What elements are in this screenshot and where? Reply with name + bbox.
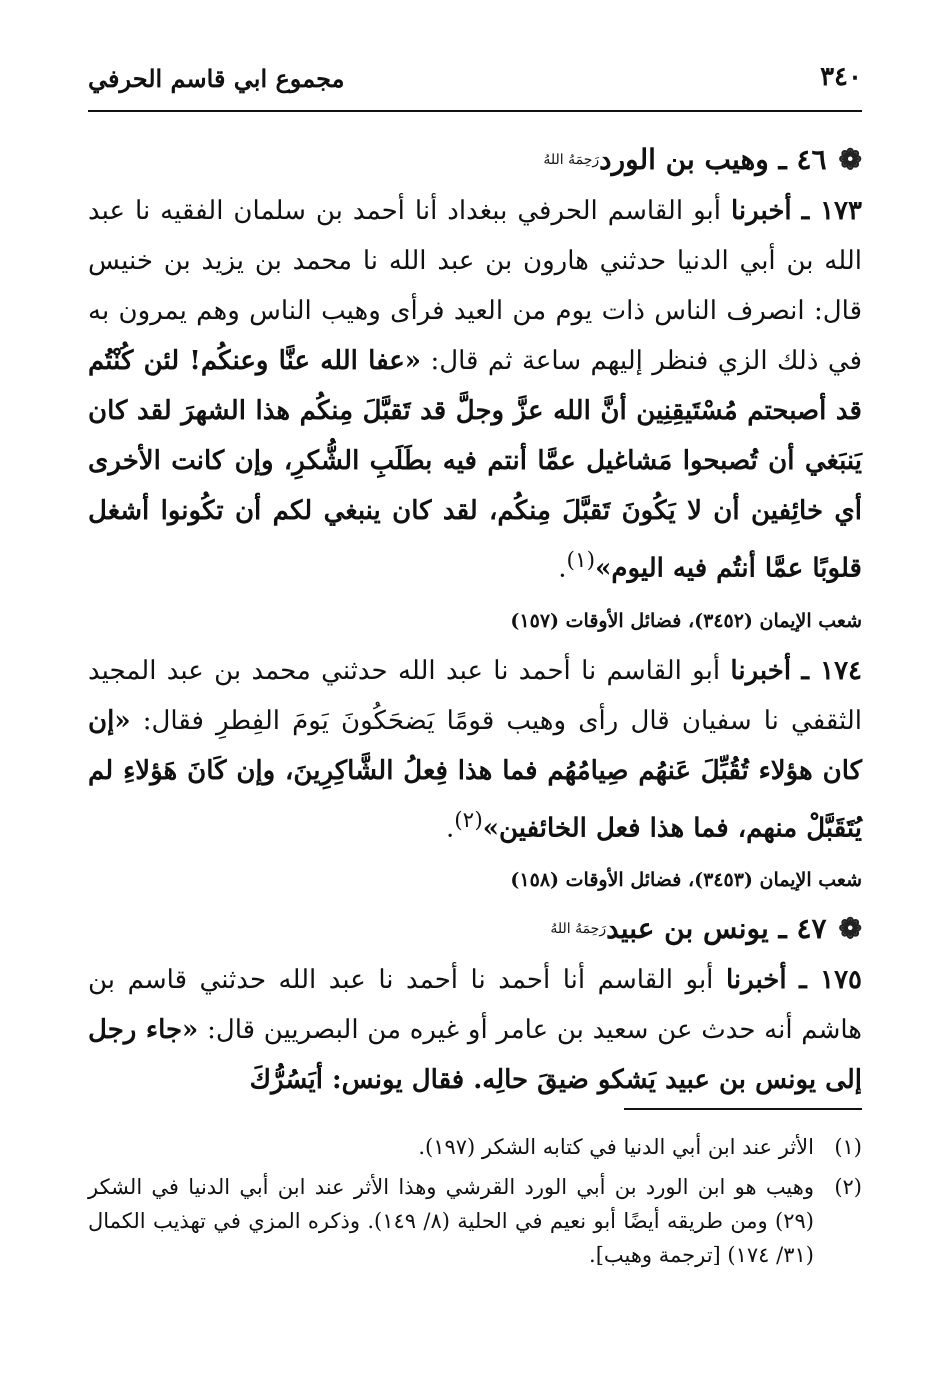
page-number: ٣٤٠	[820, 62, 862, 92]
footnotes	[88, 1130, 862, 1278]
footnote-ref: (١)	[566, 548, 596, 573]
flower-ornament-icon: ❁	[838, 143, 862, 176]
section-title: ٤٦ ـ وهيب بن الورد	[599, 143, 827, 176]
footnote-mark: (١)	[834, 1135, 862, 1159]
sentence-end: .	[445, 813, 455, 844]
flower-ornament-icon: ❁	[838, 912, 862, 946]
footnote-text: الأثر عند ابن أبي الدنيا في كتابه الشكر (١٩٧).	[418, 1135, 814, 1159]
footnote	[88, 1170, 862, 1272]
main-text	[88, 140, 862, 1105]
narration-paragraph	[88, 646, 862, 854]
narration-number: ١٧٤ ـ	[801, 655, 863, 686]
narration-quote: «إن كان هؤلاء تُقُبِّلَ عَنهُم صِيامُهُم فما هذا فِعلُ الشَّاكِرِينَ، وإن كَانَ هَؤلاءِ لم يُتَقَبَّلْ منهم، فما هذا فعل الخائفين»	[88, 705, 862, 844]
narration-text: أبو القاسم الحرفي ببغداد أنا أحمد بن سلمان الفقيه نا عبد الله بن أبي الدنيا حدثني هارون بن عبد الله نا محمد بن يزيد بن خنيس قال: انصرف الناس ذات يوم من العيد فرأى وهيب الناس وهم يمرون به في ذلك الزي فنظر إليهم ساعة ثم قال:	[88, 196, 863, 376]
running-header	[88, 58, 862, 112]
honorific: رَحِمَهُ اللهُ	[550, 921, 607, 938]
narration-number: ١٧٣ ـ	[801, 196, 862, 226]
honorific: رَحِمَهُ اللهُ	[543, 152, 600, 168]
narration-quote: «عفا الله عنَّا وعنكُم! لئن كُنْتُم قد أصبحتم مُسْتَيقِنِين أنَّ الله عزَّ وجلَّ قد تَقبَّلَ مِنكُم هذا الشهرَ لقد كان يَنبَغي أن تُصبحوا مَشاغيل عمَّا أنتم فيه بطَلَبِ الشُّكرِ، وإن كانت الأخرى أي خائِفين أن لا يَكُونَ تَقبَّلَ مِنكُم، لقد كان ينبغي لكم أن تكُونوا أشغل قلوبًا عمَّا أنتُم فيه اليوم»	[88, 346, 862, 584]
narration-lead: أخبرنا	[725, 965, 787, 996]
narration-paragraph	[88, 186, 862, 594]
narration-number: ١٧٥ ـ	[799, 965, 863, 996]
footnote-mark: (٢)	[834, 1175, 862, 1199]
source-reference: شعب الإيمان (٣٤٥٣)، فضائل الأوقات (١٥٨)	[510, 869, 862, 892]
section-title: ٤٧ ـ يونس بن عبيد	[606, 912, 827, 946]
running-title: مجموع ابي قاسم الحرفي	[88, 64, 345, 93]
section-heading	[88, 909, 862, 949]
narration-lead: أخبرنا	[730, 655, 792, 686]
narration-lead: أخبرنا	[731, 196, 792, 226]
footnote-text: وهيب هو ابن الورد بن أبي الورد القرشي وهذا الأثر عند ابن أبي الدنيا في الشكر (٢٩) ومن طريقه أيضًا أبو نعيم في الحلية (٨/ ١٤٩). وذكره المزي في تهذيب الكمال (٣١/ ١٧٤) [ترجمة وهيب].	[88, 1175, 814, 1267]
footnote-ref: (٢)	[454, 807, 483, 833]
section-heading	[88, 140, 862, 180]
sentence-end: .	[558, 553, 567, 584]
footnote-separator	[624, 1108, 862, 1110]
footnote	[88, 1130, 862, 1164]
narration-paragraph	[88, 955, 862, 1105]
narration-text: أبو القاسم أنا أحمد نا أحمد نا عبد الله حدثني قاسم بن هاشم أنه حدث عن سعيد بن عامر أو غيره من البصريين قال:	[88, 965, 863, 1046]
narration-quote: «جاء رجل إلى يونس بن عبيد يَشكو ضيقَ حالِه. فقال يونس: أيَسُرُّكَ	[88, 1015, 862, 1096]
narration-text: أبو القاسم نا أحمد نا عبد الله حدثني محمد بن عبد المجيد الثقفي نا سفيان قال رأى وهيب قومًا يَضحَكُونَ يَومَ الفِطرِ فقال:	[88, 655, 863, 736]
source-reference: شعب الإيمان (٣٤٥٢)، فضائل الأوقات (١٥٧)	[510, 609, 862, 632]
